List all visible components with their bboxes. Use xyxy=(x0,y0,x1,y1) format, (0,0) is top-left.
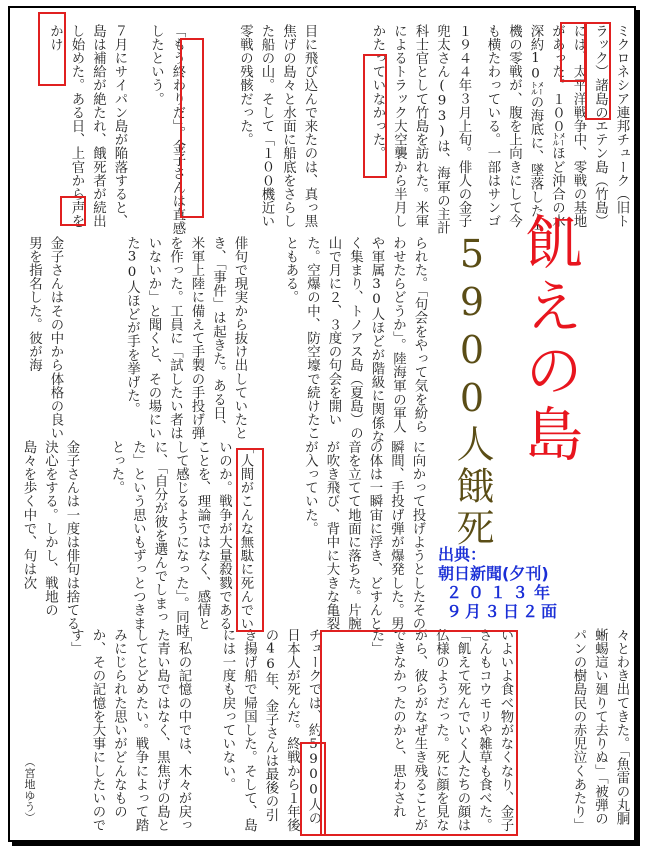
article-column-3: 目に飛び込んで来たのは、真っ黒焦げの島々と水面に船底をさらした船の山。そして「１００機近い零戦の残骸だった。 xyxy=(237,24,317,228)
highlight-5900 xyxy=(300,742,326,836)
highlight-takeshima xyxy=(560,22,586,82)
article-column-8: 金子さんはその中から体格の良い男を指名した。彼が海 xyxy=(26,236,63,440)
article-column-2: １９４４年３月上旬。俳人の金子兜太さん(93)は、海軍の主計科士官として竹島を訪れた。米軍によるトラック大空襲から半月しかたっていなかった。 xyxy=(370,24,471,235)
highlight-hunger-quote xyxy=(320,630,518,836)
article-column-4: 「もう終わりだ」。金子さんは直感したという。 xyxy=(148,24,185,235)
article-column-15: 「私の記憶の中では、木々が戻った青い島ではなく、黒焦げの島としてとどめたい。戦争によって踏みにじられた思いがどんなものか、その記憶を大事にしたいのです」 xyxy=(68,628,191,832)
highlight-ue xyxy=(60,196,86,226)
subheadline: 5900人餓死 xyxy=(450,232,494,550)
source-label: 出典： xyxy=(438,545,487,564)
article-column-7: 俳句で現実から抜け出していたとき、「事件」は起きた。ある日、米軍上陸に備えて手製の手投げ弾を作った。工員に「試したい者はいないか」と聞くと、その場にいた30人ほどが手を挙げた。 xyxy=(124,236,247,440)
source-citation xyxy=(438,545,618,621)
source-year: ２０１３年 xyxy=(446,583,557,602)
article-column-9: に向かって投げようとしたその瞬間、手投げ弾が爆発した。男の体は一瞬宙に浮き、どすんと音を立てて地面に落ちた。片腕が吹き飛び、背中に大きな亀裂が入っていた。 xyxy=(302,440,425,631)
highlight-zero-wreckage xyxy=(180,38,204,218)
highlight-kaneko xyxy=(363,54,387,178)
byline: （宮地ゆう） xyxy=(23,756,36,824)
source-paper: 朝日新聞(夕刊) xyxy=(438,564,549,583)
highlight-quote-mass-killing xyxy=(236,448,264,632)
article-column-5: ７月にサイパン島が陥落すると、島は補給が絶たれ、餓死者が続出し始めた。ある日、上官から声をかけ xyxy=(47,24,127,228)
highlight-starvation-deaths xyxy=(38,12,66,86)
article-column-11: 金子さんは一度は俳句は捨てる決心をする。しかし、戦地の島々を歩く中で、句は次 xyxy=(21,440,79,631)
highlight-kyu-truk xyxy=(585,22,611,120)
article-column-1: ミクロネシア連邦チューク（旧トラック）諸島のエテン島（竹島）には、太平洋戦争中、零戦の基地があった。１００㍍ほど沖合の水深約10㍍の海底に、墜落した１機の零戦が、腹を上向きにして今も横たわっている。一部はサンゴ xyxy=(485,24,629,232)
article-column-10: 「人間がこんな無駄に死んでいいのか。戦争が大量殺戮であることを、理論ではなく、感情として感じるようになった」。同時に、「自分が彼を選んでしまった」という思いもずっとつきまとった。 xyxy=(109,440,253,638)
article-column-6: られた。「句会をやって気を紛らわせたらどうか」。陸海軍の軍人や軍属30人ほどが階級に関係なく集まり、トノアス島（夏島）の山で月に２、３度の句会を開いた。空爆の中、防空壕で続けたこともある。 xyxy=(283,236,427,444)
headline: 飢えの島 xyxy=(515,212,583,468)
article-column-12: 々とわき出てきた。「魚雷の丸胴蜥蜴這い廻りて去りぬ」「被弾のパンの樹島民の赤児泣くあたり」 xyxy=(571,628,629,832)
article-column-14: チュークでは、約5900人の日本人が死んだ。終戦から１年後の46年、金子さんは最後の引き揚げ船で帰国した。そして、島には一度も戻っていない。 xyxy=(220,628,321,832)
source-date: ９月３日２面 xyxy=(446,602,561,621)
article-column-13: いよいよ食べ物がなくなり、金子さんもコウモリや雑草も食べた。「飢えて死んでいく人たちの顔は仏様のようだった。死に顔を見ながら、彼らがなぜ生き残ることができなかったのかと、思わされた」 xyxy=(369,628,513,832)
